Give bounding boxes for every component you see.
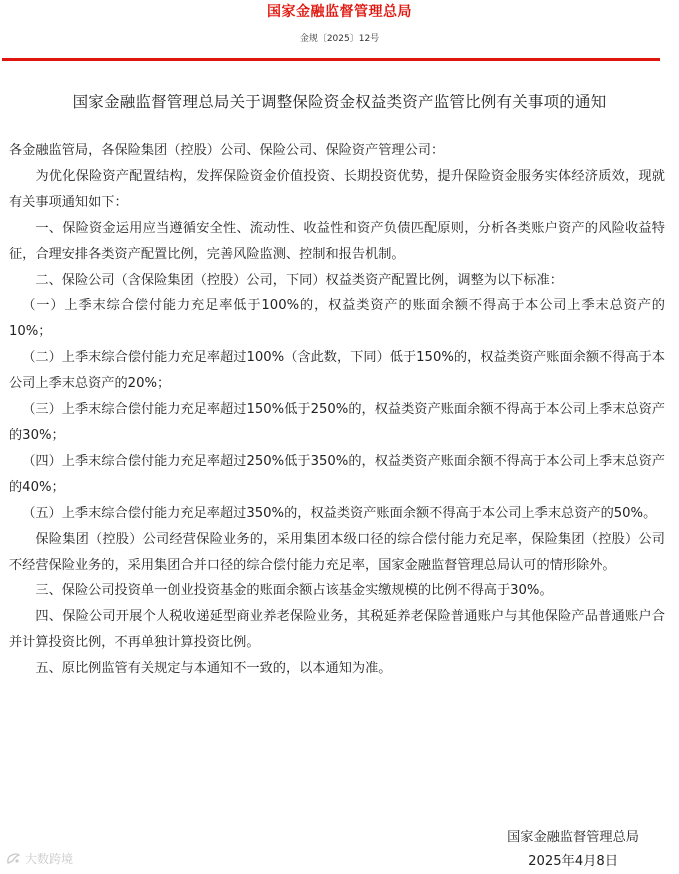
app-logo-icon bbox=[6, 852, 21, 865]
list-item: （二）上季末综合偿付能力充足率超过100%（含此数，下同）低于150%的，权益类资产账面余额不得高于本公司上季末总资产的20%； bbox=[9, 350, 665, 392]
paragraph-venture-fund: 三、保险公司投资单一创业投资基金的账面余额占该基金实缴规模的比例不得高于30%。 bbox=[35, 583, 553, 599]
header-title: 国家金融监督管理总局 bbox=[267, 4, 412, 20]
notice-title: 国家金融监督管理总局关于调整保险资金权益类资产监管比例有关事项的通知 bbox=[72, 93, 607, 111]
issuer-name: 国家金融监督管理总局 bbox=[507, 830, 639, 845]
salutation: 各金融监管局，各保险集团（控股）公司、保险公司、保险资产管理公司： bbox=[9, 143, 445, 158]
red-divider bbox=[2, 58, 660, 61]
list-item: （三）上季末综合偿付能力充足率超过150%低于250%的，权益类资产账面余额不得高于本公司上季末总资产的30%； bbox=[9, 402, 665, 443]
watermark-text: 大数跨境 bbox=[25, 852, 74, 866]
paragraph-ratio-standard: 二、保险公司（含保险集团（控股）公司，下同）权益类资产配置比例，调整为以下标准： bbox=[35, 272, 563, 288]
paragraph-precedence: 五、原比例监管有关规定与本通知不一致的，以本通知为准。 bbox=[35, 661, 392, 677]
list-item: （四）上季末综合偿付能力充足率超过250%低于350%的，权益类资产账面余额不得高于本公司上季末总资产的40%； bbox=[9, 453, 665, 495]
notice-body bbox=[9, 138, 665, 682]
signature-block bbox=[507, 826, 639, 874]
watermark bbox=[6, 850, 73, 867]
paragraph-principle: 一、保险资金运用应当遵循安全性、流动性、收益性和资产负债匹配原则，分析各类账户资产的风险收益特征，合理安排各类资产配置比例，完善风险监测、控制和报告机制。 bbox=[9, 220, 665, 262]
list-item: （五）上季末综合偿付能力充足率超过350%的，权益类资产账面余额不得高于本公司上季末总资产的50%。 bbox=[22, 505, 657, 521]
paragraph-group-clause: 保险集团（控股）公司经营保险业务的，采用集团本级口径的综合偿付能力充足率，保险集团（控股）公司不经营保险业务的，采用集团合并口径的综合偿付能力充足率，国家金融监督管理总局认可的情形除外。 bbox=[9, 531, 665, 573]
issue-date: 2025年4月8日 bbox=[528, 854, 619, 869]
paragraph-intro: 为优化保险资产配置结构，发挥保险资金价值投资、长期投资优势，提升保险资金服务实体经济质效，现就有关事项通知如下： bbox=[9, 168, 665, 210]
paragraph-pension: 四、保险公司开展个人税收递延型商业养老保险业务，其税延养老保险普通账户与其他保险产品普通账户合并计算投资比例，不再单独计算投资比例。 bbox=[9, 609, 665, 651]
document-number: 金规〔2025〕12号 bbox=[299, 34, 380, 44]
list-item: （一）上季末综合偿付能力充足率低于100%的，权益类资产的账面余额不得高于本公司上季末总资产的10%； bbox=[9, 298, 665, 340]
